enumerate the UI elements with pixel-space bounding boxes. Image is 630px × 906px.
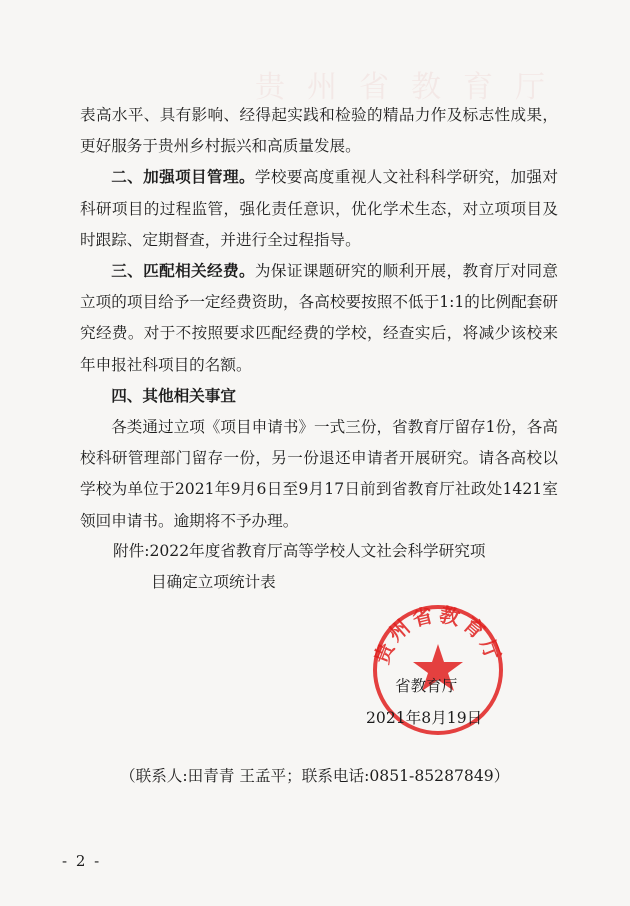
section-4-heading: 四、其他相关事宜 (111, 386, 236, 405)
intro-paragraph: 表高水平、具有影响、经得起实践和检验的精品力作及标志性成果，更好服务于贵州乡村振兴和高质量发展。 (80, 106, 558, 156)
issue-date: 2021年8月19日 (366, 709, 483, 727)
section-2-paragraph (80, 162, 558, 256)
faint-letterhead: 贵州省教育厅 (255, 70, 567, 105)
issuing-authority: 省教育厅 (395, 677, 458, 695)
document-body (80, 100, 558, 537)
attachment-line-1: 附件:2022年度省教育厅高等学校人文社会科学研究项 (113, 542, 486, 560)
svg-text:贵州省教育厅: 贵州省教育厅 (369, 602, 507, 668)
attachment-line-2: 目确定立项统计表 (151, 573, 276, 592)
page-number: - 2 - (62, 852, 102, 870)
section-3-text: 为保证课题研究的顺利开展，教育厅对同意立项的项目给予一定经费资助，各高校要按照不低于1:1的比例配套研究经费。对于不按照要求匹配经费的学校，经查实后，将减少该校来年申报社科项目的名额。 (80, 262, 558, 374)
section-4-text: 各类通过立项《项目申请书》一式三份，省教育厅留存1份，各高校科研管理部门留存一份，另一份退还申请者开展研究。请各高校以学校为单位于2021年9月6日至9月17日前到省教育厅社政处1421室领回申请书。逾期将不予办理。 (80, 418, 558, 530)
section-2-text: 学校要高度重视人文社科科学研究，加强对科研项目的过程监管，强化责任意识，优化学术生态，对立项项目及时跟踪、定期督查，并进行全过程指导。 (80, 168, 558, 249)
contact-info: （联系人:田青青 王孟平；联系电话:0851-85287849） (120, 767, 510, 785)
attachment-note (113, 536, 553, 598)
section-3-heading: 三、匹配相关经费。 (111, 262, 255, 281)
section-3-paragraph (80, 256, 558, 381)
section-2-heading: 二、加强项目管理。 (111, 168, 255, 187)
